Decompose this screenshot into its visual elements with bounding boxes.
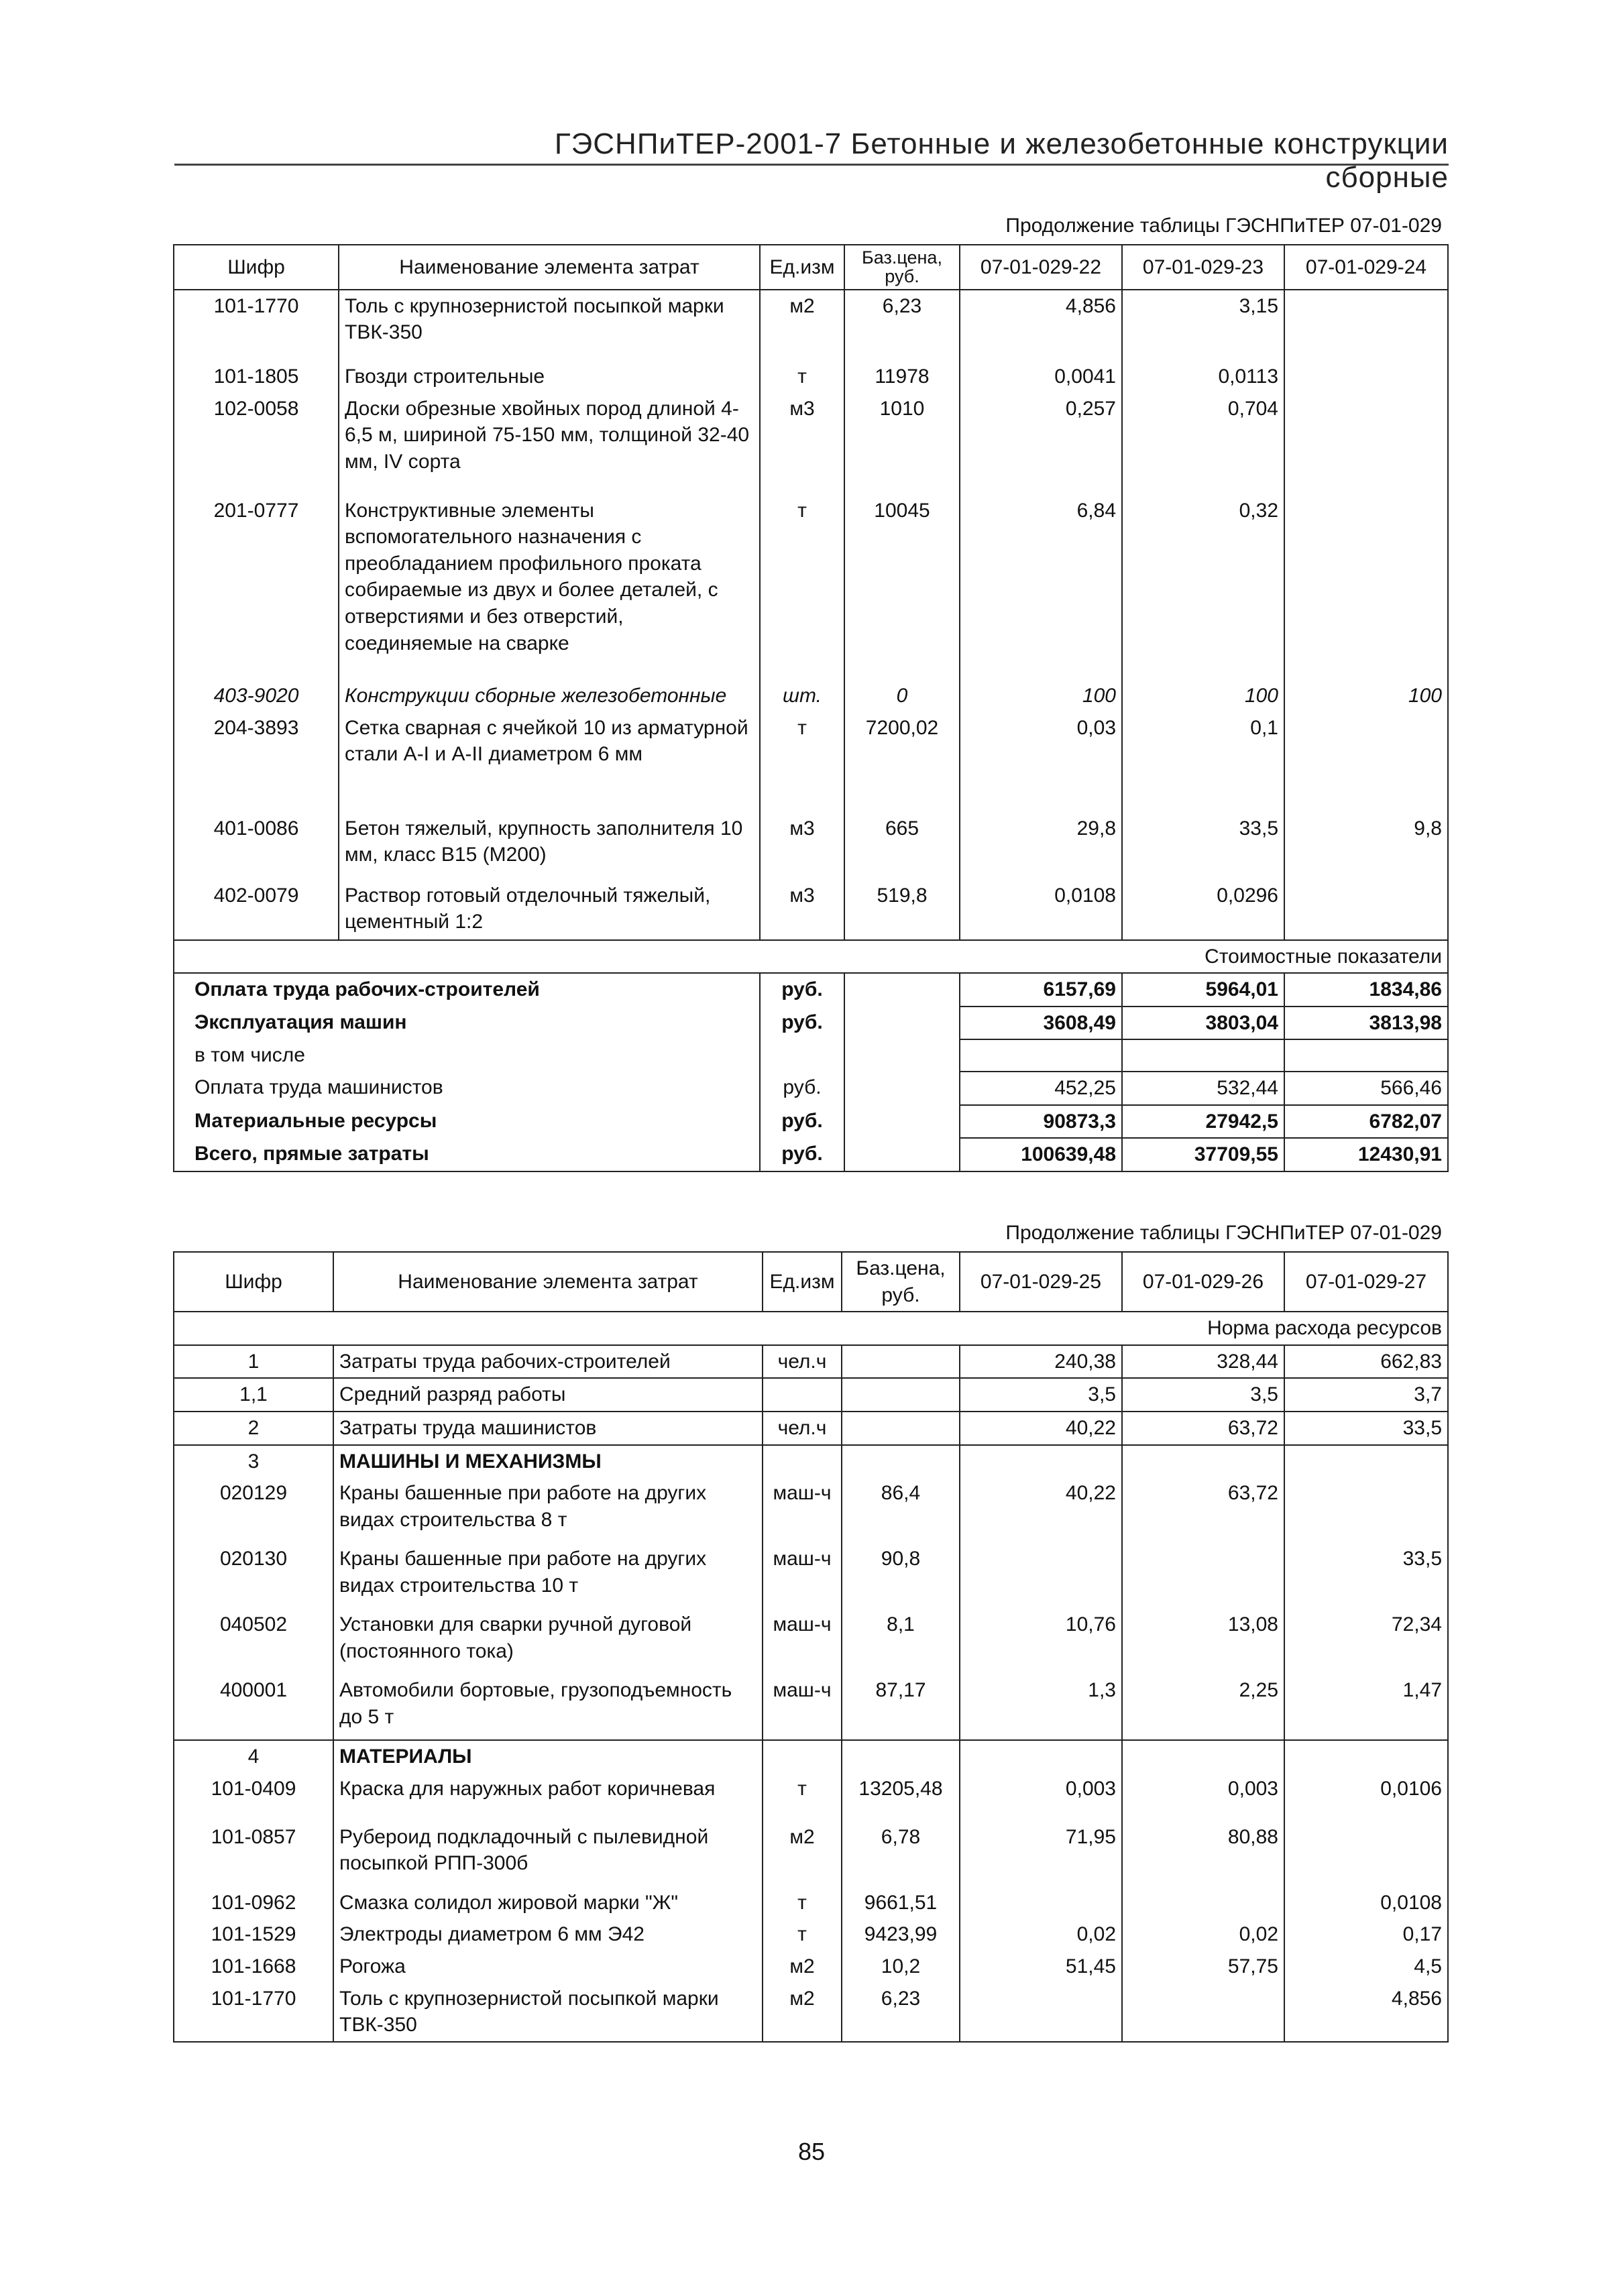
- row-unit: м2: [763, 1983, 842, 2042]
- row-code: 040502: [174, 1609, 333, 1674]
- row-value-2: [1122, 1445, 1284, 1478]
- table-row: [174, 1821, 1448, 1887]
- row-code: 101-1770: [174, 1983, 333, 2042]
- row-value-2: [1122, 1887, 1284, 1919]
- table-row: [174, 290, 1448, 361]
- table2: [173, 1251, 1449, 2043]
- row-value-2: 0,32: [1122, 495, 1284, 680]
- row-value-3: [1284, 712, 1448, 813]
- row-code: 101-0857: [174, 1821, 333, 1887]
- row-price: 9423,99: [842, 1918, 960, 1951]
- table1-header-row: [174, 245, 1448, 290]
- row-name: Сетка сварная с ячейкой 10 из арматурной стали А-I и А-II диаметром 6 мм: [339, 712, 760, 813]
- summary-unit: руб.: [760, 973, 844, 1007]
- summary-row: [174, 973, 1448, 1007]
- row-unit: м2: [763, 1821, 842, 1887]
- resource-norm-title: Норма расхода ресурсов: [174, 1312, 1448, 1345]
- row-name: Смазка солидол жировой марки "Ж": [333, 1887, 763, 1919]
- row-unit: м2: [763, 1951, 842, 1983]
- row-name: Рогожа: [333, 1951, 763, 1983]
- table-row: [174, 361, 1448, 393]
- row-price: [842, 1412, 960, 1445]
- row-value-1: 240,38: [960, 1345, 1122, 1379]
- col-header-v1: 07-01-029-22: [960, 245, 1122, 290]
- row-name: Раствор готовый отделочный тяжелый, цементный 1:2: [339, 880, 760, 940]
- row-value-3: [1284, 1821, 1448, 1887]
- table-row: [174, 1951, 1448, 1983]
- row-value-2: 80,88: [1122, 1821, 1284, 1887]
- summary-value-3: 6782,07: [1284, 1105, 1448, 1139]
- row-code: 101-1805: [174, 361, 339, 393]
- row-value-2: [1122, 1983, 1284, 2042]
- summary-value-2: 27942,5: [1122, 1105, 1284, 1139]
- table-row: [174, 1543, 1448, 1609]
- row-code: 020130: [174, 1543, 333, 1609]
- row-value-1: [960, 1445, 1122, 1478]
- row-price: 87,17: [842, 1674, 960, 1740]
- page-number: 85: [797, 2138, 826, 2165]
- row-price: 7200,02: [844, 712, 960, 813]
- row-value-3: 0,17: [1284, 1918, 1448, 1951]
- col-header-name: Наименование элемента затрат: [339, 245, 760, 290]
- table-row: [174, 1412, 1448, 1445]
- row-value-1: 40,22: [960, 1477, 1122, 1543]
- row-value-1: [960, 1983, 1122, 2042]
- row-code: 101-0962: [174, 1887, 333, 1919]
- row-value-1: 10,76: [960, 1609, 1122, 1674]
- summary-value-1: 3608,49: [960, 1007, 1122, 1040]
- row-code: 1,1: [174, 1378, 333, 1412]
- summary-label: Всего, прямые затраты: [174, 1138, 760, 1171]
- table-row: [174, 495, 1448, 680]
- summary-value-2: 3803,04: [1122, 1007, 1284, 1040]
- summary-value-3: 3813,98: [1284, 1007, 1448, 1040]
- table-row: [174, 1345, 1448, 1379]
- row-value-3: [1284, 361, 1448, 393]
- table2-caption: Продолжение таблицы ГЭСНПиТЕР 07-01-029: [1005, 1222, 1442, 1244]
- section-title: МАТЕРИАЛЫ: [333, 1740, 763, 1773]
- table-row: [174, 712, 1448, 813]
- row-code: 401-0086: [174, 813, 339, 880]
- row-code: 204-3893: [174, 712, 339, 813]
- col-header-code: Шифр: [174, 245, 339, 290]
- row-value-2: 63,72: [1122, 1412, 1284, 1445]
- row-value-2: 0,02: [1122, 1918, 1284, 1951]
- row-value-2: 57,75: [1122, 1951, 1284, 1983]
- row-code: 400001: [174, 1674, 333, 1740]
- row-price: 8,1: [842, 1609, 960, 1674]
- row-value-1: 0,0108: [960, 880, 1122, 940]
- row-code: 2: [174, 1412, 333, 1445]
- table-row: [174, 1773, 1448, 1821]
- row-price: 11978: [844, 361, 960, 393]
- row-value-1: 1,3: [960, 1674, 1122, 1740]
- row-unit: маш-ч: [763, 1543, 842, 1609]
- row-value-3: 72,34: [1284, 1609, 1448, 1674]
- summary-value-1: 90873,3: [960, 1105, 1122, 1139]
- summary-unit: руб.: [760, 1072, 844, 1105]
- summary-value-1: [960, 1039, 1122, 1072]
- summary-value-3: 566,46: [1284, 1072, 1448, 1105]
- row-value-2: 0,1: [1122, 712, 1284, 813]
- row-value-3: 3,7: [1284, 1378, 1448, 1412]
- row-value-3: 1,47: [1284, 1674, 1448, 1740]
- table-row: [174, 680, 1448, 712]
- row-price: 6,78: [842, 1821, 960, 1887]
- row-unit: т: [763, 1918, 842, 1951]
- row-value-1: [960, 1740, 1122, 1773]
- summary-row: [174, 1039, 1448, 1072]
- row-unit: м3: [760, 813, 844, 880]
- table-row: [174, 813, 1448, 880]
- row-code: 3: [174, 1445, 333, 1478]
- row-value-2: 0,0296: [1122, 880, 1284, 940]
- row-price: 665: [844, 813, 960, 880]
- row-value-3: 4,856: [1284, 1983, 1448, 2042]
- row-value-2: 2,25: [1122, 1674, 1284, 1740]
- row-value-2: 63,72: [1122, 1477, 1284, 1543]
- row-price: [842, 1378, 960, 1412]
- row-value-3: 33,5: [1284, 1412, 1448, 1445]
- row-value-2: 0,0113: [1122, 361, 1284, 393]
- row-value-3: 100: [1284, 680, 1448, 712]
- table-row: [174, 880, 1448, 940]
- page-header: ГЭСНПиТЕР-2001-7 Бетонные и железобетонные конструкции сборные: [554, 127, 1449, 194]
- summary-price: [844, 1039, 960, 1072]
- summary-price: [844, 1105, 960, 1139]
- row-price: 1010: [844, 393, 960, 495]
- row-value-3: [1284, 393, 1448, 495]
- summary-label: Оплата труда рабочих-строителей: [174, 973, 760, 1007]
- row-unit: [763, 1740, 842, 1773]
- section-title: МАШИНЫ И МЕХАНИЗМЫ: [333, 1445, 763, 1478]
- row-unit: т: [763, 1887, 842, 1919]
- row-name: Автомобили бортовые, грузоподъемность до 5 т: [333, 1674, 763, 1740]
- col-header-v3: 07-01-029-24: [1284, 245, 1448, 290]
- row-price: 6,23: [842, 1983, 960, 2042]
- row-value-3: 0,0106: [1284, 1773, 1448, 1821]
- row-unit: т: [763, 1773, 842, 1821]
- summary-unit: руб.: [760, 1138, 844, 1171]
- row-unit: м3: [760, 880, 844, 940]
- row-value-3: 33,5: [1284, 1543, 1448, 1609]
- norm-title-row: [174, 1312, 1448, 1345]
- row-code: 101-1529: [174, 1918, 333, 1951]
- row-price: 519,8: [844, 880, 960, 940]
- summary-value-2: [1122, 1039, 1284, 1072]
- table2-header-row: [174, 1252, 1448, 1312]
- row-name: Толь с крупнозернистой посыпкой марки ТВК-350: [339, 290, 760, 361]
- table-row: [174, 1609, 1448, 1674]
- row-value-3: 0,0108: [1284, 1887, 1448, 1919]
- summary-label: Эксплуатация машин: [174, 1007, 760, 1040]
- row-code: 4: [174, 1740, 333, 1773]
- row-value-1: 0,03: [960, 712, 1122, 813]
- cost-title-row: [174, 940, 1448, 974]
- row-unit: [763, 1445, 842, 1478]
- row-name: Гвозди строительные: [339, 361, 760, 393]
- row-price: 86,4: [842, 1477, 960, 1543]
- summary-unit: [760, 1039, 844, 1072]
- row-value-3: [1284, 1445, 1448, 1478]
- table-row: [174, 1674, 1448, 1740]
- row-name: Средний разряд работы: [333, 1378, 763, 1412]
- row-value-3: 4,5: [1284, 1951, 1448, 1983]
- row-code: 102-0058: [174, 393, 339, 495]
- row-value-1: 0,003: [960, 1773, 1122, 1821]
- row-value-1: 3,5: [960, 1378, 1122, 1412]
- row-code: 1: [174, 1345, 333, 1379]
- col-header-unit: Ед.изм: [763, 1252, 842, 1312]
- summary-value-1: 6157,69: [960, 973, 1122, 1007]
- cost-indicators-title: Стоимостные показатели: [174, 940, 1448, 974]
- row-unit: маш-ч: [763, 1674, 842, 1740]
- row-unit: [763, 1378, 842, 1412]
- row-value-1: 51,45: [960, 1951, 1122, 1983]
- row-value-1: 4,856: [960, 290, 1122, 361]
- summary-value-3: 12430,91: [1284, 1138, 1448, 1171]
- row-price: 13205,48: [842, 1773, 960, 1821]
- table-row: [174, 1918, 1448, 1951]
- row-value-3: [1284, 1740, 1448, 1773]
- row-code: 403-9020: [174, 680, 339, 712]
- row-name: Толь с крупнозернистой посыпкой марки ТВК-350: [333, 1983, 763, 2042]
- row-name: Рубероид подкладочный с пылевидной посыпкой РПП-300б: [333, 1821, 763, 1887]
- table-row: [174, 1887, 1448, 1919]
- summary-row: [174, 1007, 1448, 1040]
- summary-row: [174, 1138, 1448, 1171]
- row-value-1: 71,95: [960, 1821, 1122, 1887]
- col-header-v3: 07-01-029-27: [1284, 1252, 1448, 1312]
- row-unit: маш-ч: [763, 1477, 842, 1543]
- row-name: Конструкции сборные железобетонные: [339, 680, 760, 712]
- row-unit: м3: [760, 393, 844, 495]
- row-price: [842, 1740, 960, 1773]
- row-price: 9661,51: [842, 1887, 960, 1919]
- row-value-2: 33,5: [1122, 813, 1284, 880]
- row-value-3: [1284, 1477, 1448, 1543]
- table-row: [174, 1477, 1448, 1543]
- col-header-name: Наименование элемента затрат: [333, 1252, 763, 1312]
- table-row: [174, 393, 1448, 495]
- row-code: 201-0777: [174, 495, 339, 680]
- summary-value-3: [1284, 1039, 1448, 1072]
- col-header-price: Баз.цена, руб.: [844, 245, 960, 290]
- summary-label: Оплата труда машинистов: [174, 1072, 760, 1105]
- row-value-2: 3,15: [1122, 290, 1284, 361]
- row-name: Краны башенные при работе на других видах строительства 8 т: [333, 1477, 763, 1543]
- table-row: [174, 1378, 1448, 1412]
- table1: [173, 244, 1449, 1172]
- row-value-1: 0,257: [960, 393, 1122, 495]
- row-value-3: 662,83: [1284, 1345, 1448, 1379]
- row-value-3: [1284, 290, 1448, 361]
- row-value-2: [1122, 1543, 1284, 1609]
- row-unit: т: [760, 361, 844, 393]
- row-name: Электроды диаметром 6 мм Э42: [333, 1918, 763, 1951]
- row-value-1: 0,0041: [960, 361, 1122, 393]
- summary-value-1: 452,25: [960, 1072, 1122, 1105]
- row-name: Конструктивные элементы вспомогательного назначения с преобладанием профильного проката собираемые из двух и более деталей, с отверстиями и без отверстий, соединяемые на сварке: [339, 495, 760, 680]
- row-value-2: 0,704: [1122, 393, 1284, 495]
- row-value-2: 100: [1122, 680, 1284, 712]
- col-header-v2: 07-01-029-26: [1122, 1252, 1284, 1312]
- summary-unit: руб.: [760, 1007, 844, 1040]
- summary-row: [174, 1105, 1448, 1139]
- row-value-2: 13,08: [1122, 1609, 1284, 1674]
- row-name: Затраты труда рабочих-строителей: [333, 1345, 763, 1379]
- row-value-1: 6,84: [960, 495, 1122, 680]
- row-name: Затраты труда машинистов: [333, 1412, 763, 1445]
- row-code: 101-0409: [174, 1773, 333, 1821]
- table-row: [174, 1983, 1448, 2042]
- row-value-1: 0,02: [960, 1918, 1122, 1951]
- row-value-1: 29,8: [960, 813, 1122, 880]
- summary-row: [174, 1072, 1448, 1105]
- row-price: [842, 1445, 960, 1478]
- col-header-v2: 07-01-029-23: [1122, 245, 1284, 290]
- row-value-3: 9,8: [1284, 813, 1448, 880]
- row-code: 402-0079: [174, 880, 339, 940]
- summary-value-3: 1834,86: [1284, 973, 1448, 1007]
- col-header-unit: Ед.изм: [760, 245, 844, 290]
- row-unit: м2: [760, 290, 844, 361]
- row-unit: т: [760, 712, 844, 813]
- row-name: Установки для сварки ручной дуговой (постоянного тока): [333, 1609, 763, 1674]
- summary-value-1: 100639,48: [960, 1138, 1122, 1171]
- row-price: 90,8: [842, 1543, 960, 1609]
- row-value-1: 40,22: [960, 1412, 1122, 1445]
- row-code: 101-1668: [174, 1951, 333, 1983]
- summary-value-2: 532,44: [1122, 1072, 1284, 1105]
- row-value-2: 328,44: [1122, 1345, 1284, 1379]
- section-row: [174, 1445, 1448, 1478]
- row-name: Краска для наружных работ коричневая: [333, 1773, 763, 1821]
- row-price: 0: [844, 680, 960, 712]
- row-name: Бетон тяжелый, крупность заполнителя 10 мм, класс В15 (М200): [339, 813, 760, 880]
- col-header-code: Шифр: [174, 1252, 333, 1312]
- row-code: 020129: [174, 1477, 333, 1543]
- summary-label: Материальные ресурсы: [174, 1105, 760, 1139]
- row-price: 10045: [844, 495, 960, 680]
- row-value-2: [1122, 1740, 1284, 1773]
- row-unit: чел.ч: [763, 1345, 842, 1379]
- row-unit: чел.ч: [763, 1412, 842, 1445]
- row-value-3: [1284, 880, 1448, 940]
- summary-price: [844, 1007, 960, 1040]
- row-name: Краны башенные при работе на других видах строительства 10 т: [333, 1543, 763, 1609]
- header-rule: [174, 164, 1449, 166]
- row-price: [842, 1345, 960, 1379]
- row-price: 10,2: [842, 1951, 960, 1983]
- summary-price: [844, 973, 960, 1007]
- summary-value-2: 37709,55: [1122, 1138, 1284, 1171]
- table1-caption: Продолжение таблицы ГЭСНПиТЕР 07-01-029: [1005, 215, 1442, 237]
- row-price: 6,23: [844, 290, 960, 361]
- summary-label: в том числе: [174, 1039, 760, 1072]
- col-header-v1: 07-01-029-25: [960, 1252, 1122, 1312]
- row-value-3: [1284, 495, 1448, 680]
- row-value-1: [960, 1887, 1122, 1919]
- summary-price: [844, 1072, 960, 1105]
- row-value-1: [960, 1543, 1122, 1609]
- summary-price: [844, 1138, 960, 1171]
- row-unit: т: [760, 495, 844, 680]
- col-header-price: Баз.цена, руб.: [842, 1252, 960, 1312]
- row-unit: маш-ч: [763, 1609, 842, 1674]
- row-code: 101-1770: [174, 290, 339, 361]
- section-row: [174, 1740, 1448, 1773]
- row-value-1: 100: [960, 680, 1122, 712]
- row-unit: шт.: [760, 680, 844, 712]
- row-value-2: 3,5: [1122, 1378, 1284, 1412]
- summary-unit: руб.: [760, 1105, 844, 1139]
- summary-value-2: 5964,01: [1122, 973, 1284, 1007]
- row-name: Доски обрезные хвойных пород длиной 4-6,5 м, шириной 75-150 мм, толщиной 32-40 мм, IV сорта: [339, 393, 760, 495]
- row-value-2: 0,003: [1122, 1773, 1284, 1821]
